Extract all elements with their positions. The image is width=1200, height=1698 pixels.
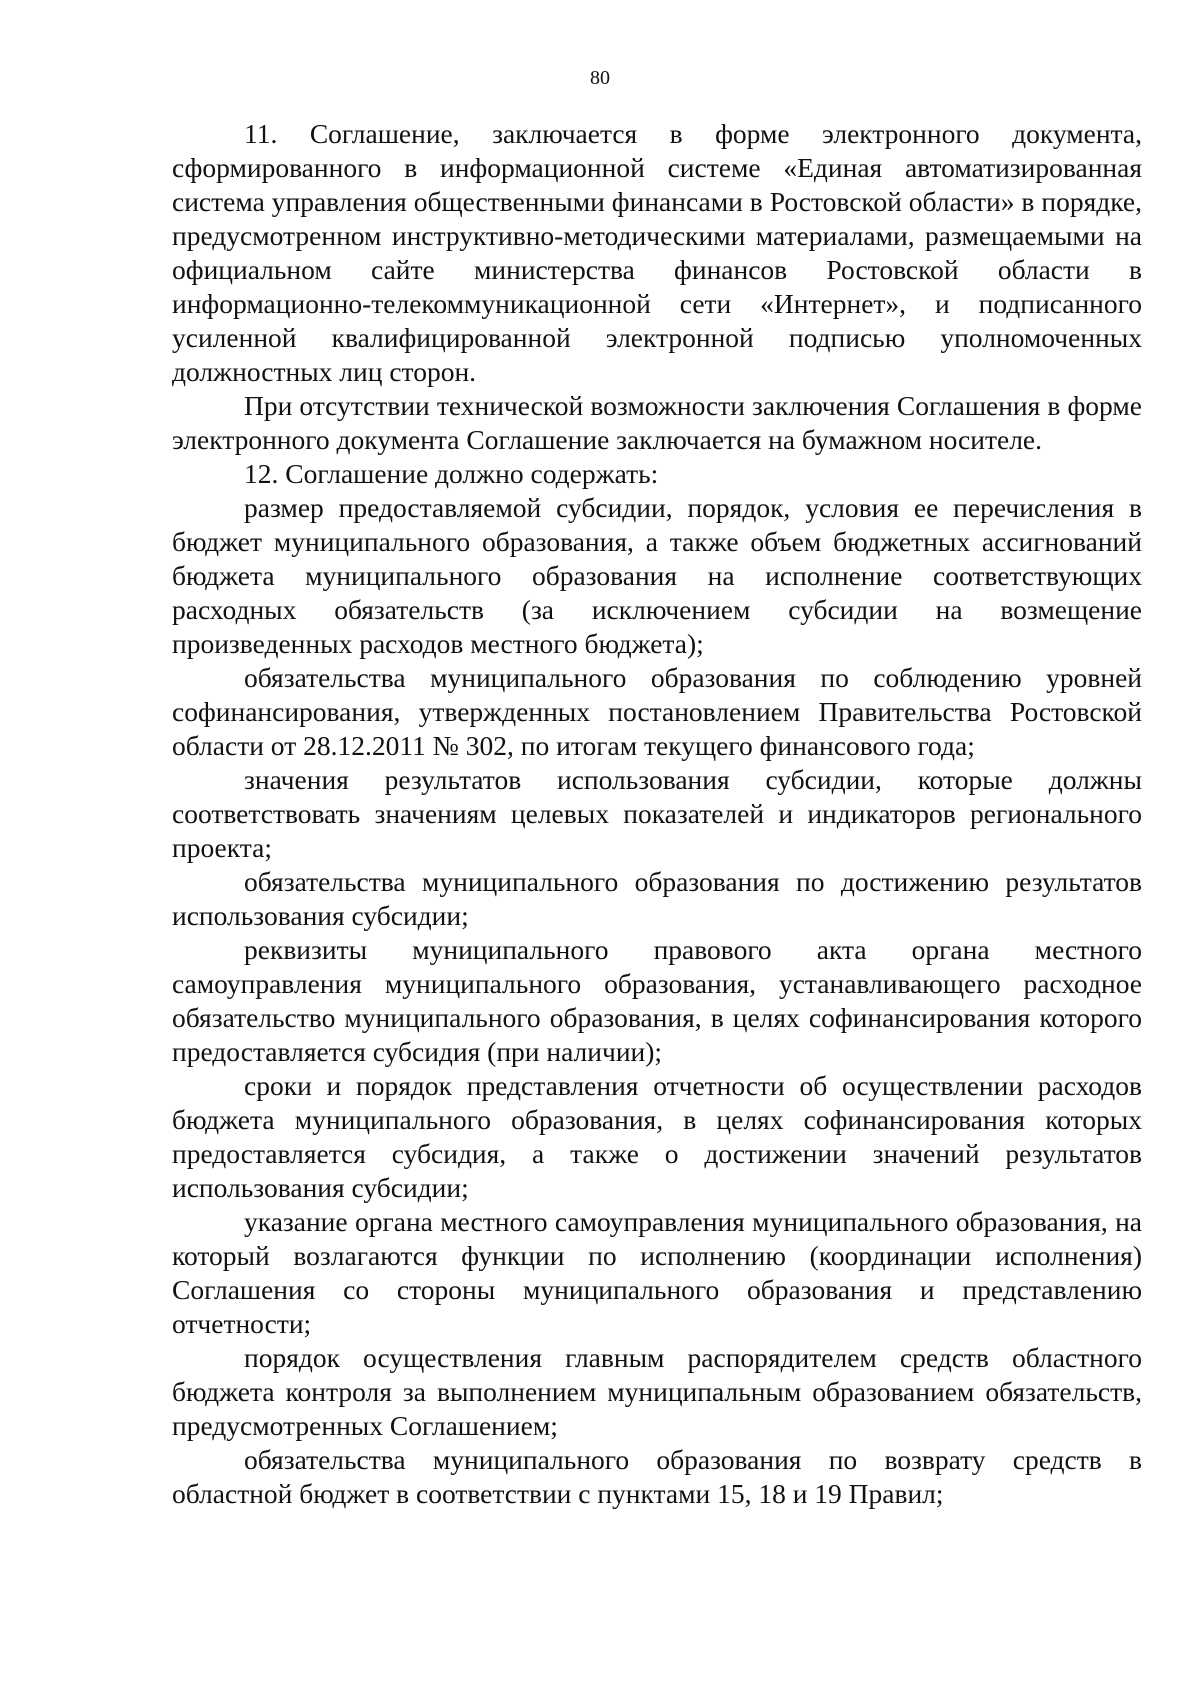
paragraph-result-values: значения результатов использования субсидии, которые должны соответствовать значениям целевых показателей и индикаторов регионального проекта; [172, 764, 1142, 863]
paragraph-agreement-contents: 12. Соглашение должно содержать: [244, 458, 659, 489]
document-body [172, 117, 1142, 1511]
paragraph-subsidy-amount: размер предоставляемой субсидии, порядок, условия ее перечисления в бюджет муниципального образования, а также объем бюджетных ассигнований бюджета муниципального образования на исполнение соответствующих расходных обязательств (за исключением субсидии на возмещение произведенных расходов местного бюджета); [172, 492, 1142, 659]
paragraph-refund-obligations: обязательства муниципального образования по возврату средств в областной бюджет в соответствии с пунктами 15, 18 и 19 Правил; [172, 1444, 1142, 1509]
paragraph-control-procedure: порядок осуществления главным распорядителем средств областного бюджета контроля за выполнением муниципальным образованием обязательств, предусмотренных Соглашением; [172, 1342, 1142, 1441]
paragraph-paper-form: При отсутствии технической возможности заключения Соглашения в форме электронного документа Соглашение заключается на бумажном носителе. [172, 390, 1142, 455]
paragraph-agreement-form: 11. Соглашение, заключается в форме электронного документа, сформированного в информационной системе «Единая автоматизированная система управления общественными финансами в Ростовской области» в порядке, предусмотренном инструктивно-методическими материалами, размещаемыми на официальном сайте министерства финансов Ростовской области в информационно-телекоммуникационной сети «Интернет», и подписанного усиленной квалифицированной электронной подписью уполномоченных должностных лиц сторон. [172, 118, 1142, 387]
paragraph-responsible-body: указание органа местного самоуправления муниципального образования, на который возлагаются функции по исполнению (координации исполнения) Соглашения со стороны муниципального образования и представлению отчетности; [172, 1206, 1142, 1339]
paragraph-cofinancing-obligations: обязательства муниципального образования по соблюдению уровней софинансирования, утвержденных постановлением Правительства Ростовской области от 28.12.2011 № 302, по итогам текущего финансового года; [172, 662, 1142, 761]
page-number: 80 [590, 67, 610, 89]
paragraph-reporting-procedure: сроки и порядок представления отчетности об осуществлении расходов бюджета муниципального образования, в целях софинансирования которых предоставляется субсидия, а также о достижении значений результатов использования субсидии; [172, 1070, 1142, 1203]
paragraph-result-obligations: обязательства муниципального образования по достижению результатов использования субсидии; [172, 866, 1142, 931]
paragraph-legal-act-details: реквизиты муниципального правового акта органа местного самоуправления муниципального образования, устанавливающего расходное обязательство муниципального образования, в целях софинансирования которого предоставляется субсидия (при наличии); [172, 934, 1142, 1067]
